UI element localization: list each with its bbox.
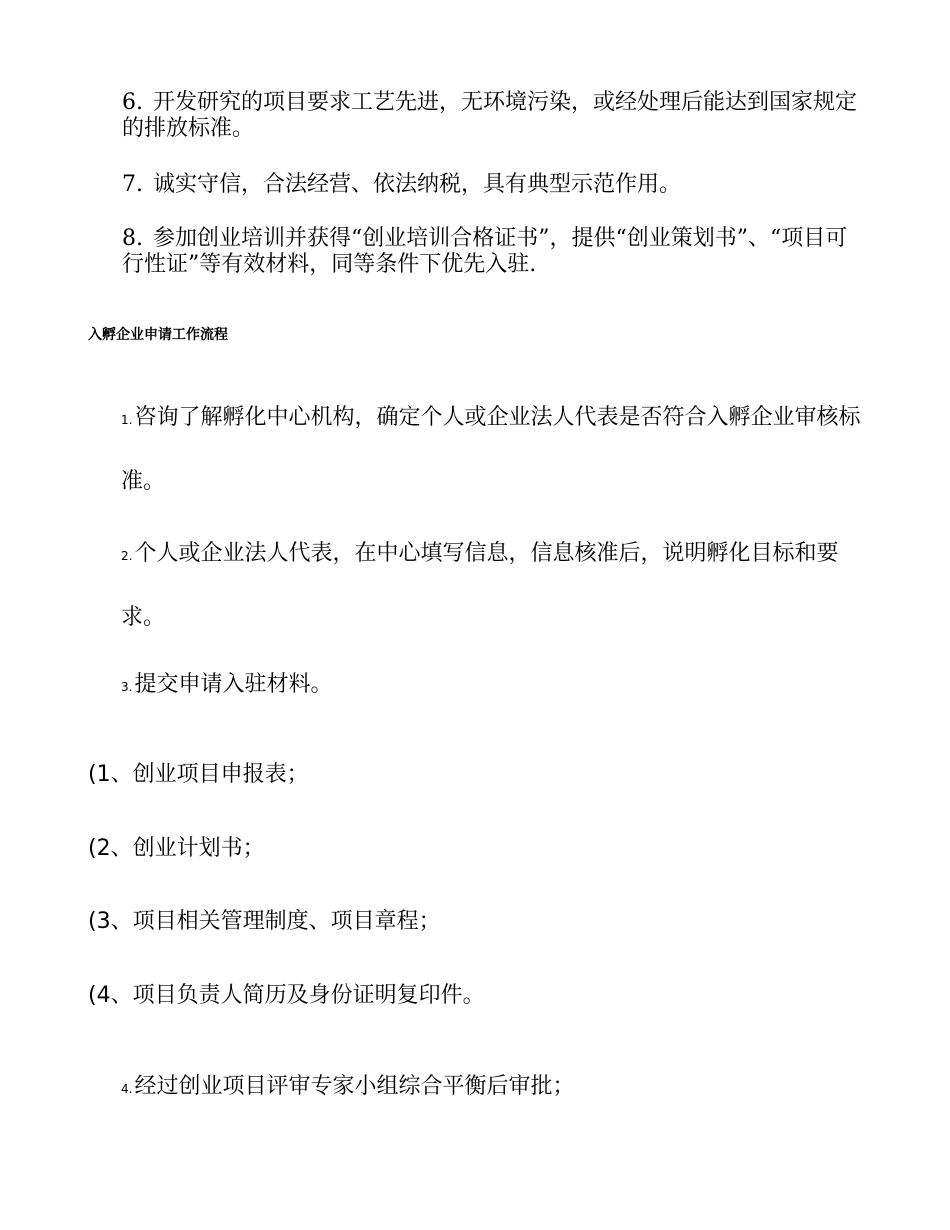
step-number: 2.: [121, 549, 133, 563]
material-item-1: (1、创业项目申报表；: [88, 762, 309, 787]
step-number: 4.: [121, 1082, 133, 1096]
step-text: 个人或企业法人代表，在中心填写信息，信息核准后，说明孵化目标和要求。: [121, 541, 839, 630]
material-item-2: (2、创业计划书；: [88, 836, 265, 861]
step-number: 1.: [121, 413, 133, 427]
step-number: 3.: [121, 680, 133, 694]
step-item-3: [121, 654, 866, 718]
requirement-item-6: [122, 90, 862, 142]
requirement-number: 7.: [122, 172, 143, 197]
step-text: 提交申请入驻材料。: [134, 672, 333, 697]
step-item-2: [121, 523, 866, 649]
step-item-1: [121, 387, 866, 513]
requirement-number: 6.: [122, 90, 143, 115]
requirement-text: 诚实守信，合法经营、依法纳税，具有典型示范作用。: [153, 172, 682, 197]
requirement-item-7: [122, 172, 862, 198]
step-item-4: [121, 1056, 866, 1120]
requirement-item-8: [122, 226, 862, 278]
requirement-text: 参加创业培训并获得“创业培训合格证书”，提供“创业策划书”、“项目可行性证”等有效材料，同等条件下优先入驻.: [122, 226, 848, 277]
step-text: 经过创业项目评审专家小组综合平衡后审批；: [134, 1074, 575, 1099]
material-item-3: (3、项目相关管理制度、项目章程；: [88, 909, 441, 934]
requirement-number: 8.: [122, 226, 143, 251]
step-text: 咨询了解孵化中心机构，确定个人或企业法人代表是否符合入孵企业审核标准。: [121, 405, 861, 494]
requirement-text: 开发研究的项目要求工艺先进，无环境污染，或经处理后能达到国家规定的排放标准。: [122, 90, 858, 141]
material-item-4: (4、项目负责人简历及身份证明复印件。: [88, 983, 485, 1008]
section-title: 入孵企业申请工作流程: [88, 327, 228, 343]
